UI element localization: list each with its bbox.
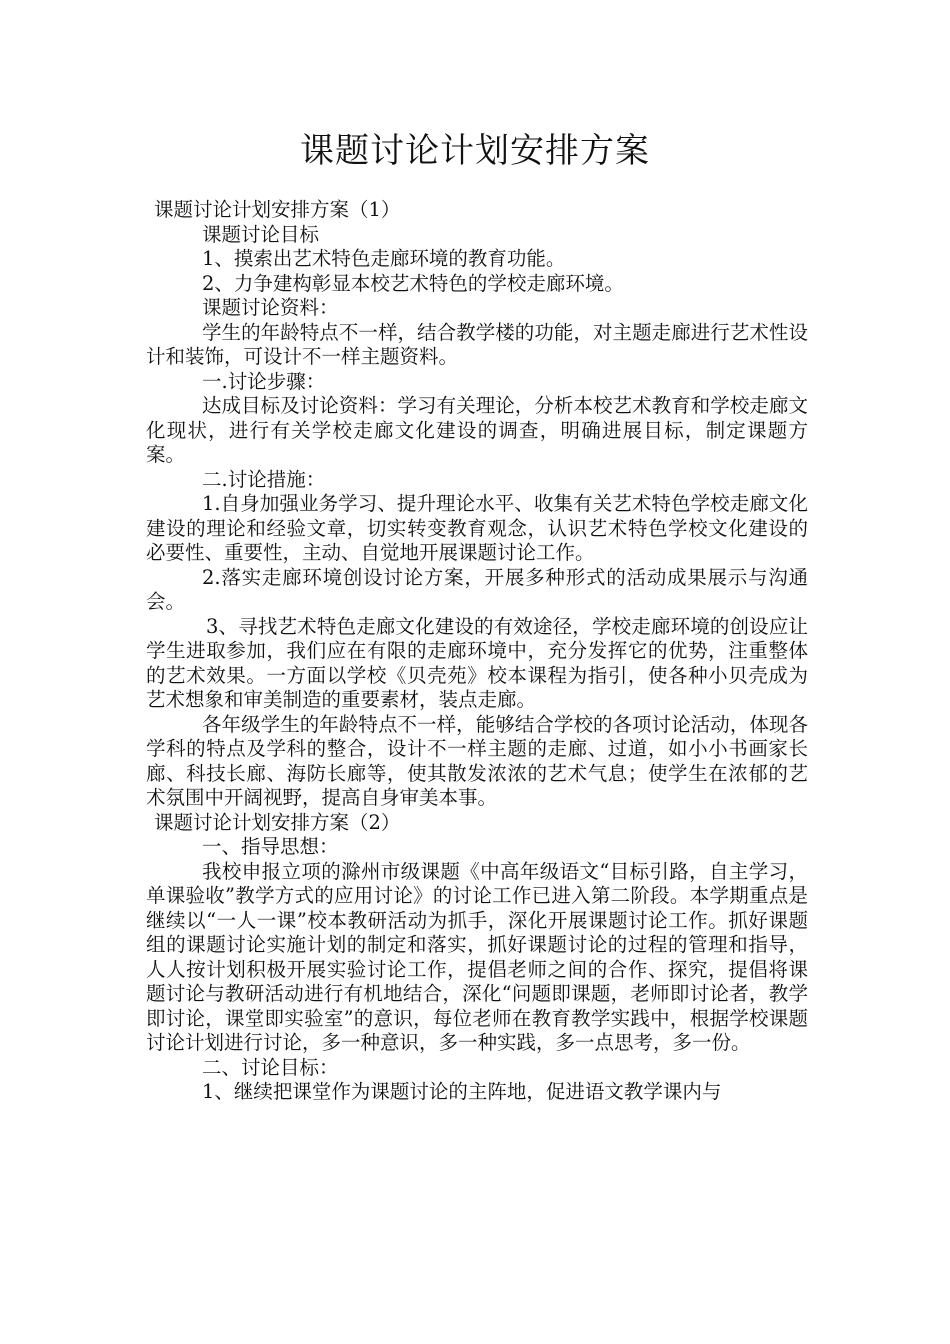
- paragraph: 3、寻找艺术特色走廊文化建设的有效途径，学校走廊环境的创设应让学生进取参加，我们应在有限的走廊环境中，充分发挥它的优势，注重整体的艺术效果。一方面以学校《贝壳苑》校本课程为指引，使各种小贝壳成为艺术想象和审美制造的重要素材，装点走廊。: [146, 614, 808, 711]
- paragraph: 学生的年龄特点不一样，结合教学楼的功能，对主题走廊进行艺术性设计和装饰，可设计不一样主题资料。: [146, 320, 808, 368]
- subheading: 二.讨论措施：: [202, 467, 326, 491]
- subheading: 一.讨论步骤：: [202, 369, 326, 393]
- paragraph: 1、继续把课堂作为课题讨论的主阵地，促进语文教学课内与: [202, 1080, 722, 1103]
- document-body: [146, 198, 808, 1105]
- paragraph: 2.落实走廊环境创设讨论方案，开展多种形式的活动成果展示与沟通会。: [146, 565, 808, 613]
- subheading: 课题讨论目标: [202, 222, 320, 246]
- paragraph: 我校申报立项的滁州市级课题《中高年级语文“目标引路，自主学习，单课验收”教学方式的应用讨论》的讨论工作已进入第二阶段。本学期重点是继续以“一人一课”校本教研活动为抓手，深化开展课题讨论工作。抓好课题组的课题讨论实施计划的制定和落实，抓好课题讨论的过程的管理和指导，人人按计划积极开展实验讨论工作，提倡老师之间的合作、探究，提倡将课题讨论与教研活动进行有机地结合，深化“问题即课题，老师即讨论者，教学即讨论，课堂即实验室”的意识，每位老师在教育教学实践中，根据学校课题讨论计划进行讨论，多一种意识，多一种实践，多一点思考，多一份。: [146, 859, 808, 1054]
- paragraph: 各年级学生的年龄特点不一样，能够结合学校的各项讨论活动，体现各学科的特点及学科的整合，设计不一样主题的走廊、过道，如小小书画家长廊、科技长廊、海防长廊等，使其散发浓浓的艺术气息；使学生在浓郁的艺术氛围中开阔视野，提高自身审美本事。: [146, 712, 808, 809]
- subheading: 课题讨论资料：: [202, 296, 339, 319]
- paragraph: 2、力争建构彰显本校艺术特色的学校走廊环境。: [202, 271, 624, 295]
- section-heading: 课题讨论计划安排方案（1）: [154, 198, 401, 221]
- paragraph: 达成目标及讨论资料：学习有关理论，分析本校艺术教育和学校走廊文化现状，进行有关学校走廊文化建设的调查，明确进展目标，制定课题方案。: [146, 394, 808, 466]
- subheading: 二、讨论目标：: [202, 1055, 339, 1079]
- section-heading: 课题讨论计划安排方案（2）: [154, 810, 401, 834]
- paragraph: 1.自身加强业务学习、提升理论水平、收集有关艺术特色学校走廊文化建设的理论和经验文章，切实转变教育观念，认识艺术特色学校文化建设的必要性、重要性，主动、自觉地开展课题讨论工作。: [146, 492, 808, 564]
- subheading: 一、指导思想：: [202, 835, 339, 858]
- paragraph: 1、摸索出艺术特色走廊环境的教育功能。: [202, 247, 566, 270]
- document-title: 课题讨论计划安排方案: [300, 131, 650, 171]
